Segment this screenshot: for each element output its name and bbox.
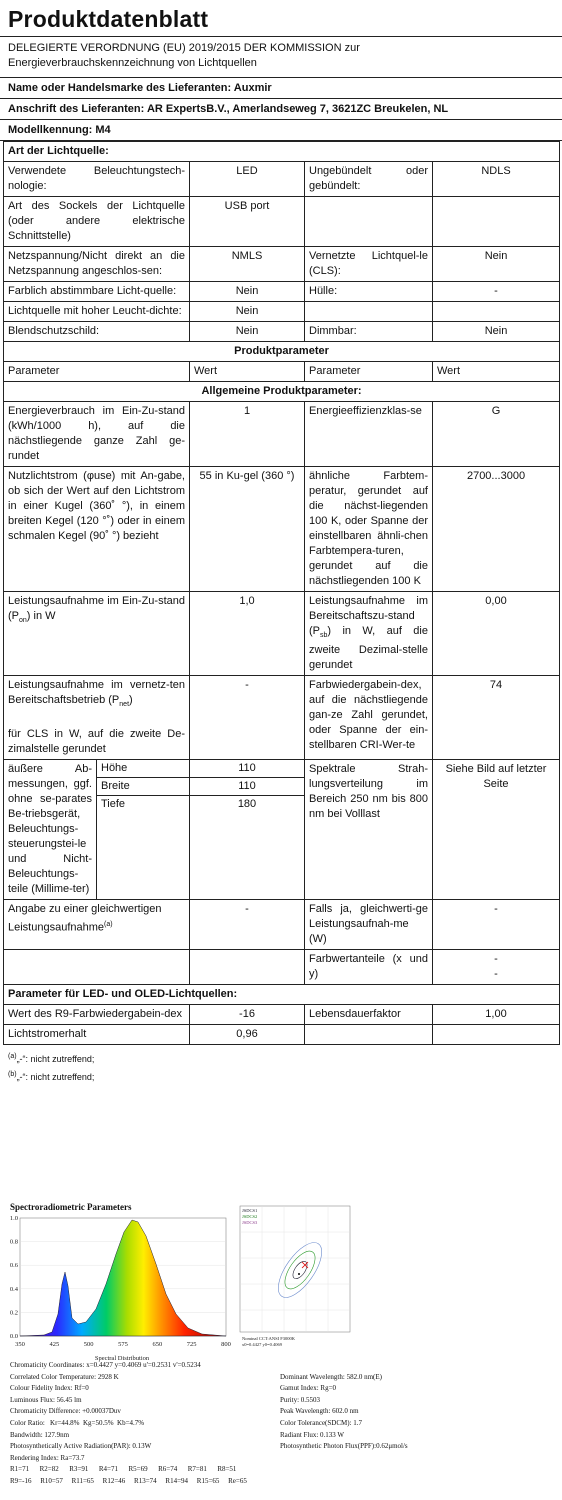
- param-line: Color Ratio: Kr=44.8% Kg=50.5% Kb=4.7%: [10, 1418, 145, 1427]
- table-row: Angabe zu einer gleichwertigen Leistungsaufnahme$^{(a)}$ - Falls ja, gleichwerti-ge Leistungsaufnah-me (W) -: [4, 900, 560, 950]
- intro-line-2: Energieverbrauchskennzeichnung von Lichtquellen: [8, 57, 257, 69]
- param-line: Color Tolerance(SDCM): 1.7: [280, 1418, 363, 1427]
- table-row: Verwendete Beleuchtungstech-nologie: LED Ungebündelt oder gebündelt: NDLS: [4, 162, 560, 197]
- param-line: Dominant Wavelength: 582.0 nm(E): [280, 1372, 382, 1381]
- table-row: äußere Ab-messungen, ggf. ohne se-parates Be-triebsgerät, Beleuchtungs-steuerungstei-le und Nicht-Beleuchtungs-teile (Millime-ter) Höhe Breite Tiefe 110 110 180 Spektrale Strah-lungsverteilung im Bereich 250 nm bis 800 nm bei Volllast Siehe Bild auf letzter Seite: [4, 760, 560, 900]
- x-axis-label: Spectral Distribution: [94, 1355, 150, 1362]
- y-tick-label: 0.4: [9, 1285, 18, 1293]
- cie-legend-2: JSDCS2: [242, 1214, 258, 1219]
- param-line: Rendering Index: Ra=73.7: [10, 1453, 85, 1462]
- y-tick-label: 0.8: [9, 1238, 18, 1246]
- cie-caption-1: Nominal CCT:ANSI F3000K: [242, 1336, 296, 1341]
- table-row: Netzspannung/Nicht direkt an die Netzspannung angeschlos-sen: NMLS Vernetzte Lichtquel-le (CLS): Nein: [4, 247, 560, 282]
- y-tick-label: 0.0: [9, 1333, 18, 1340]
- cie-diagram: [236, 1202, 366, 1352]
- param-line: Photosynthetic Photon Flux(PPF):0.62μmol/s: [280, 1442, 408, 1451]
- param-line: Chromaticity Difference: +0.00037Duv: [10, 1407, 121, 1416]
- intro-text: [0, 37, 562, 78]
- x-tick-label: 425: [49, 1341, 60, 1348]
- table-row: Farbwertanteile (x und y) - -: [4, 950, 560, 985]
- table-row: Wert des R9-Farbwiedergabein-dex -16 Lebensdauerfaktor 1,00: [4, 1005, 560, 1025]
- x-tick-label: 575: [118, 1341, 128, 1348]
- param-line: Photosynthetically Active Radiation(PAR): 0.13W: [10, 1442, 152, 1451]
- x-tick-label: 725: [186, 1341, 197, 1348]
- table-row: Energieverbrauch im Ein-Zu-stand (kWh/1000 h), auf die nächstliegende ganze Zahl ge-rundet 1 Energieeffizienzklas-se G: [4, 402, 560, 467]
- supplier-address: Anschrift des Lieferanten: AR ExpertsB.V., Amerlandseweg 7, 3621ZC Breukelen, NL: [0, 99, 562, 120]
- cie-legend-1: JSDCS1: [242, 1208, 258, 1213]
- table-row: Lichtstromerhalt 0,96: [4, 1025, 560, 1045]
- x-tick-label: 650: [152, 1341, 163, 1348]
- param-line: Colour Fidelity Index: Rf=0: [10, 1384, 89, 1393]
- table-row: Leistungsaufnahme im vernetz-ten Bereitschaftsbetrieb $(P_{net})$ für CLS in W, auf die zweite De-zimalstelle gerundet - Farbwiedergabein-dex, auf die nächstliegende gan-ze Zahl gerundet, oder Spanne der ein-stellbaren CRI-Wer-te 74: [4, 676, 560, 760]
- column-header-row: Parameter Wert Parameter Wert: [4, 362, 560, 382]
- product-params-heading: Produktparameter: [4, 342, 560, 362]
- param-line: Purity: 0.5503: [280, 1395, 321, 1404]
- y-tick-label: 0.6: [9, 1262, 18, 1270]
- param-line: Gamut Index: Rg=0: [280, 1384, 337, 1393]
- x-tick-label: 350: [15, 1341, 25, 1348]
- param-line: Luminous Flux: 56.45 lm: [10, 1395, 82, 1404]
- param-line: Peak Wavelength: 602.0 nm: [280, 1407, 359, 1416]
- param-line: R9=-16 R10=57 R11=65 R12=46 R13=74 R14=94 R15=65 Re=65: [10, 1476, 247, 1485]
- param-line: Bandwidth: 127.9nm: [10, 1430, 70, 1439]
- x-tick-label: 500: [83, 1341, 94, 1348]
- general-params-heading: Allgemeine Produktparameter:: [4, 382, 560, 402]
- y-tick-label: 1.0: [9, 1215, 18, 1222]
- page-title: Produktdatenblatt: [0, 0, 562, 37]
- table-row: Nutzlichtstrom (φuse) mit An-gabe, ob sich der Wert auf den Lichtstrom in einer Kugel (360˚ °), in einem breiten Kegel (120 °˚) oder in einem schmalen Kegel (90˚ °) bezieht 55 in Ku-gel (360 °) ähnliche Farbtem-peratur, gerundet auf die nächst-liegenden 100 K, oder Spanne der einstellbaren ähnli-chen Farbtempera-turen, gerundet auf die nächstliegenden 100 K 2700...3000: [4, 467, 560, 592]
- intro-line-1: DELEGIERTE VERORDNUNG (EU) 2019/2015 DER KOMMISSION zur: [8, 42, 360, 54]
- param-line: Correlated Color Temperature: 2928 K: [10, 1372, 119, 1381]
- table-row: Lichtquelle mit hoher Leucht-dichte: Nein: [4, 302, 560, 322]
- cie-legend-3: JSDCS3: [242, 1220, 258, 1225]
- y-tick-label: 0.2: [9, 1309, 18, 1317]
- model-id: Modellkennung: M4: [0, 120, 562, 141]
- supplier-name: Name oder Handelsmarke des Lieferanten: Auxmir: [0, 78, 562, 99]
- param-line: R1=71 R2=82 R3=91 R4=71 R5=69 R6=74 R7=81 R8=51: [10, 1465, 237, 1474]
- table-row: Leistungsaufnahme im Ein-Zu-stand $(P_{on})$ in W 1,0 Leistungsaufnahme im Bereitschaftszu-stand $(P_{sb})$ in W, auf die zweite Dezimal-stelle gerundet 0,00: [4, 592, 560, 676]
- spectro-report: [4, 1188, 558, 1498]
- param-line: Chromaticity Coordinates: x=0.4427 y=0.4069 u'=0.2531 v'=0.5234: [10, 1361, 201, 1369]
- table-row: Blendschutzschild: Nein Dimmbar: Nein: [4, 322, 560, 342]
- led-params-heading: Parameter für LED- und OLED-Lichtquellen:: [4, 985, 560, 1005]
- param-line: Radiant Flux: 0.133 W: [280, 1430, 345, 1439]
- spectral-distribution-chart: [4, 1214, 234, 1364]
- footnotes: $^{(a)}$„-“: nicht zutreffend; $^{(b)}$„-“: nicht zutreffend;: [8, 1053, 95, 1083]
- table-row: Farblich abstimmbare Licht-quelle: Nein Hülle: -: [4, 282, 560, 302]
- spectro-title: Spectroradiometric Parameters: [10, 1202, 132, 1212]
- x-tick-label: 800: [221, 1341, 231, 1348]
- lightsource-heading: Art der Lichtquelle:: [4, 142, 560, 162]
- lightsource-table: [3, 141, 560, 1045]
- cie-caption-2: x0=0.4427 y0=0.4069: [242, 1342, 282, 1347]
- table-row: Art des Sockels der Lichtquelle (oder andere elektrische Schnittstelle) USB port: [4, 197, 560, 247]
